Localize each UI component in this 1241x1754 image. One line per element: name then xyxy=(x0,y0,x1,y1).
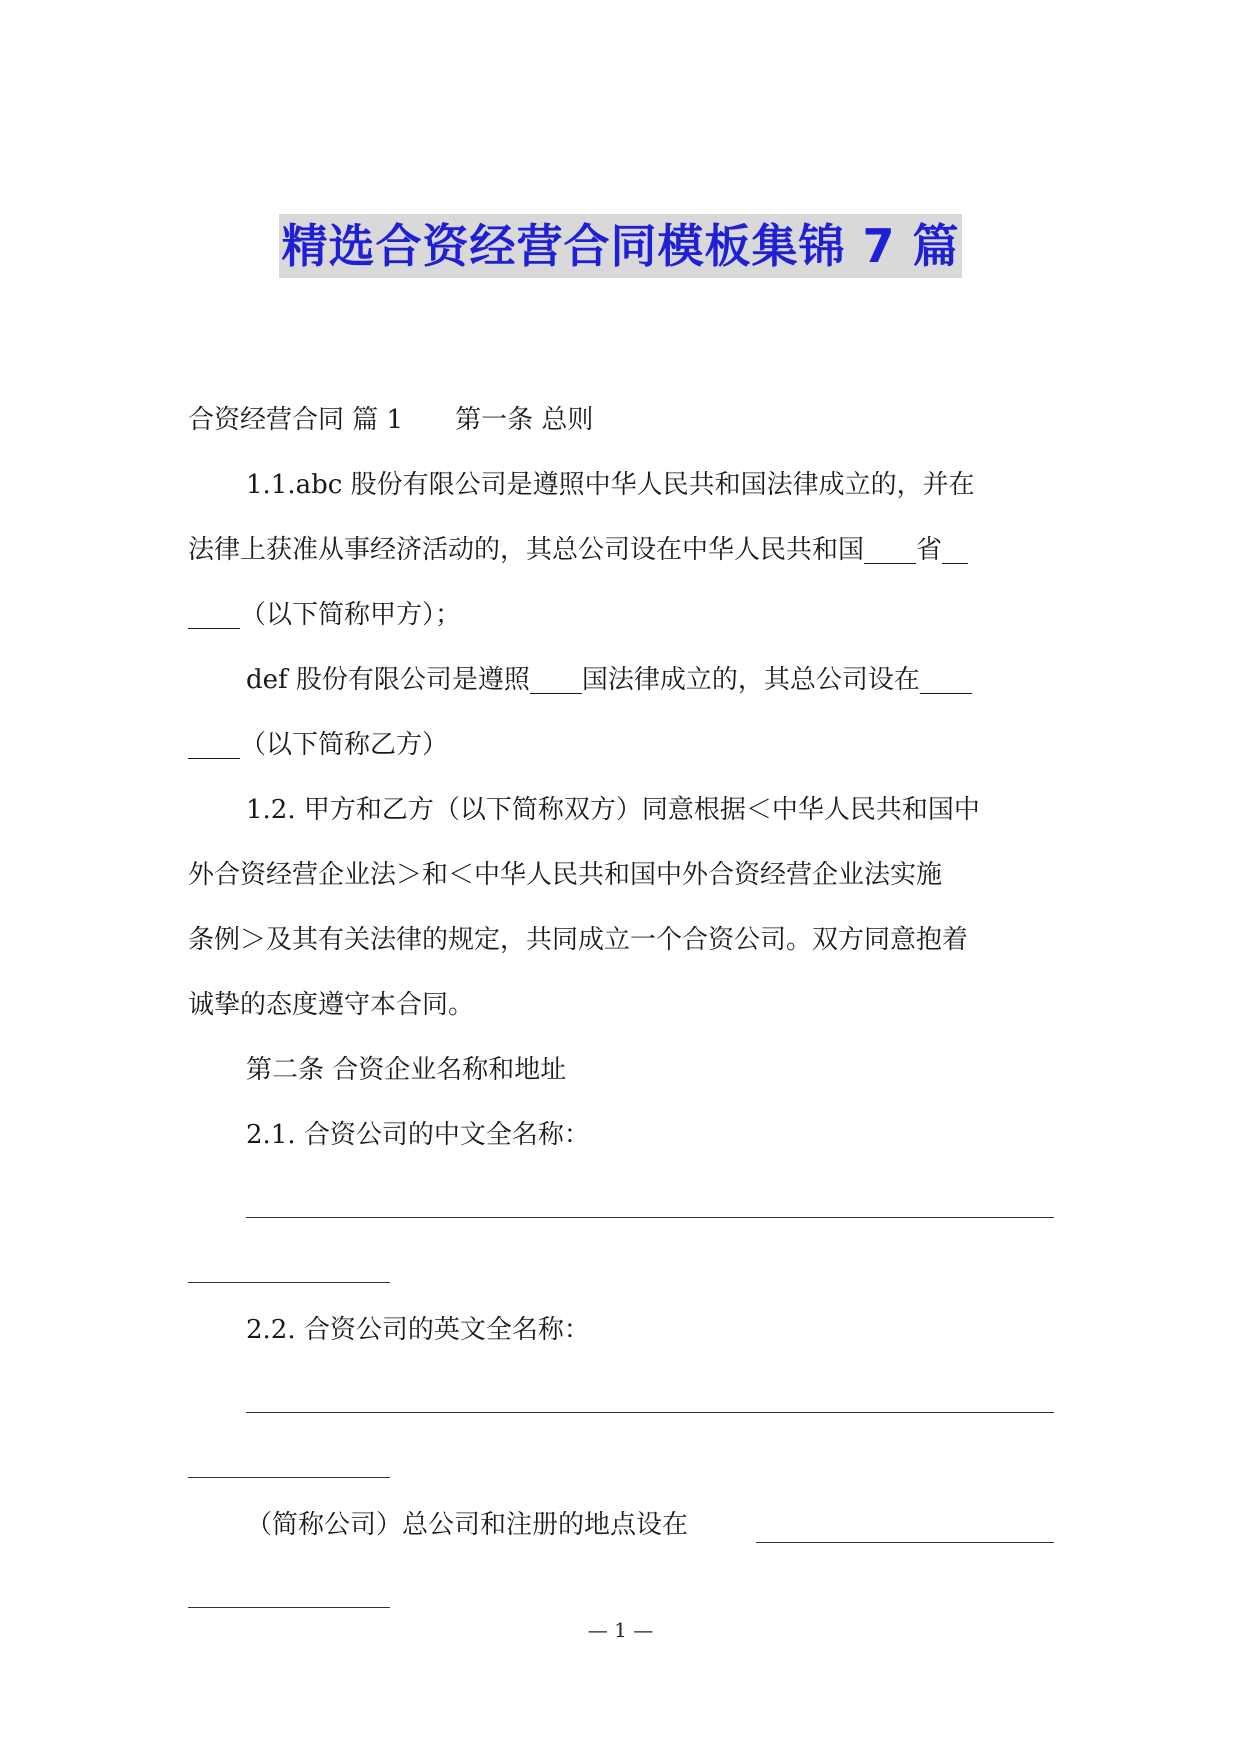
title-wrapper xyxy=(0,214,1241,278)
blank-line-2-1-b xyxy=(188,1233,1058,1298)
paragraph-1-2-line-4: 诚挚的态度遵守本合同。 xyxy=(188,990,475,1020)
document-body xyxy=(188,388,1058,1623)
paragraph-1-1-line-3: ____（以下简称甲方）； xyxy=(188,600,462,630)
blank-line-2-3-b xyxy=(188,1558,1058,1623)
paragraph-def-line-1: def 股份有限公司是遵照____国法律成立的，其总公司设在____ xyxy=(246,665,972,695)
clause-2-3: （简称公司）总公司和注册的地点设在 xyxy=(246,1510,689,1540)
page-number: — 1 — xyxy=(587,1618,654,1642)
blank-rule xyxy=(246,1217,1054,1218)
blank-rule xyxy=(188,1607,390,1608)
paragraph-1-2-line-2: 外合资经营企业法＞和＜中华人民共和国中外合资经营企业法实施 xyxy=(188,860,943,890)
blank-rule xyxy=(188,1282,390,1283)
blank-line-2-1-a xyxy=(188,1168,1058,1233)
paragraph-1-1-line-1: 1.1.abc 股份有限公司是遵照中华人民共和国法律成立的，并在 xyxy=(246,470,975,500)
contract-heading: 合资经营合同 篇 1 xyxy=(188,405,404,435)
clause-2-1: 2.1. 合资公司的中文全名称： xyxy=(246,1120,590,1150)
clause-2-3-line xyxy=(188,1493,1058,1558)
clause-2-2: 2.2. 合资公司的英文全名称： xyxy=(246,1315,590,1345)
paragraph-def-line-2: ____（以下简称乙方） xyxy=(188,730,449,760)
paragraph-1-2-line-1: 1.2. 甲方和乙方（以下简称双方）同意根据＜中华人民共和国中 xyxy=(246,795,980,825)
blank-line-2-2-b xyxy=(188,1428,1058,1493)
blank-rule xyxy=(246,1412,1054,1413)
article-1-heading: 第一条 总则 xyxy=(455,405,594,435)
blank-rule xyxy=(756,1542,1054,1543)
paragraph-1-2-line-3: 条例＞及其有关法律的规定，共同成立一个合资公司。双方同意抱着 xyxy=(188,925,969,955)
document-title: 精选合资经营合同模板集锦 7 篇 xyxy=(279,214,961,278)
section-heading xyxy=(188,388,1058,453)
blank-rule xyxy=(188,1477,390,1478)
blank-line-2-2-a xyxy=(188,1363,1058,1428)
paragraph-1-1-line-2: 法律上获准从事经济活动的，其总公司设在中华人民共和国____省__ xyxy=(188,535,969,565)
article-2-heading: 第二条 合资企业名称和地址 xyxy=(246,1055,567,1085)
